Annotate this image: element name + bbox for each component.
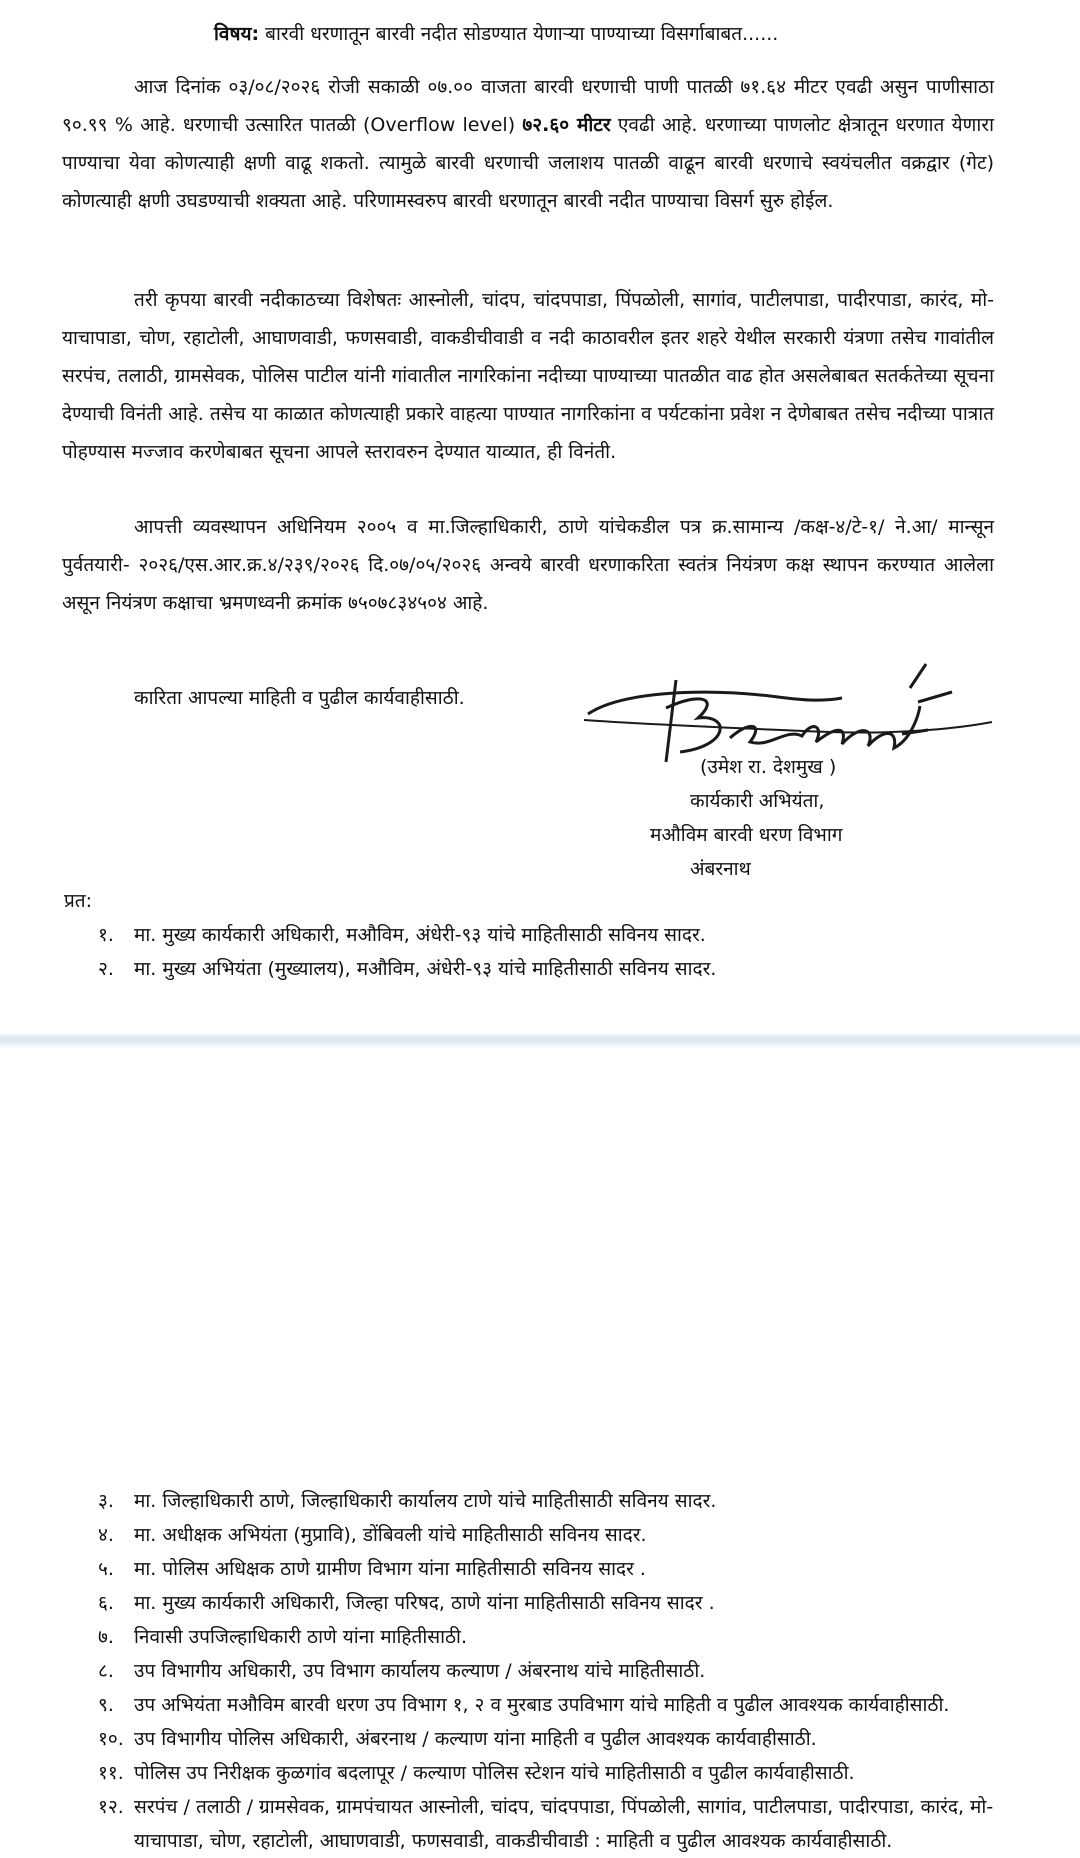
list-item bbox=[98, 1790, 998, 1858]
list-item bbox=[98, 1552, 998, 1586]
list-item-number: ३. bbox=[98, 1490, 114, 1512]
list-item bbox=[98, 1722, 998, 1756]
list-item bbox=[98, 1620, 998, 1654]
list-item-text: मा. मुख्य कार्यकारी अधिकारी, मऔविम, अंधेरी-९३ यांचे माहितीसाठी सविनय सादर. bbox=[134, 924, 706, 946]
list-item-text: उप विभागीय पोलिस अधिकारी, अंबरनाथ / कल्याण यांना माहिती व पुढील आवश्यक कार्यवाहीसाठी. bbox=[134, 1728, 817, 1750]
signer-name: (उमेश रा. देशमुख ) bbox=[700, 756, 837, 778]
list-item-number: ११. bbox=[98, 1762, 124, 1784]
list-item bbox=[98, 1586, 998, 1620]
signer-office: मऔविम बारवी धरण विभाग bbox=[650, 824, 843, 846]
list-item-text: सरपंच / तलाठी / ग्रामसेवक, ग्रामपंचायत आस्नोली, चांदप, चांदपपाडा, पिंपळोली, सागांव, पाटीलपाडा, पादीरपाडा, कारंद, मो-याचापाडा, चोण, रहाटोली, आघाणवाडी, फणसवाडी, वाकडीचीवाडी : माहिती व पुढील आवश्यक कार्यवाहीसाठी. bbox=[134, 1796, 994, 1852]
list-item-number: ६. bbox=[98, 1592, 114, 1614]
subject-text: बारवी धरणातून बारवी नदीत सोडण्यात येणाऱ्या पाण्याच्या विसर्गाबाबत...... bbox=[265, 23, 779, 45]
subject-line bbox=[214, 20, 778, 46]
list-item-text: उप विभागीय अधिकारी, उप विभाग कार्यालय कल्याण / अंबरनाथ यांचे माहितीसाठी. bbox=[134, 1660, 706, 1682]
list-item-text: निवासी उपजिल्हाधिकारी ठाणे यांना माहितीसाठी. bbox=[134, 1626, 468, 1648]
signer-designation: कार्यकारी अभियंता, bbox=[690, 790, 825, 812]
copy-to-label: प्रत: bbox=[64, 890, 93, 912]
signer-block bbox=[650, 750, 842, 886]
request-text: तरी कृपया बारवी नदीकाठच्या विशेषतः आस्नोली, चांदप, चांदपपाडा, पिंपळोली, सागांव, पाटीलपाडा, पादीरपाडा, कारंद, मो-याचापाडा, चोण, रहाटोली, आघाणवाडी, फणसवाडी, वाकडीचीवाडी व नदी काठावरील इतर शहरे येथील सरकारी यंत्रणा तसेच गावांतील सरपंच, तलाठी, ग्रामसेवक, पोलिस पाटील यांनी गांवातील नागरिकांना नदीच्या पाण्याच्या पातळीत वाढ होत असलेबाबत सतर्कतेच्या सूचना देण्याची विनंती आहे. तसेच या काळात कोणत्याही प्रकारे वाहत्या पाण्यात नागरिकांना व पर्यटकांना प्रवेश न देणेबाबत तसेच नदीच्या पात्रात पोहण्यास मज्जाव करणेबाबत सूचना आपले स्तरावरुन देण्यात याव्यात, ही विनंती. bbox=[62, 289, 994, 463]
control-room-text: आपत्ती व्यवस्थापन अधिनियम २००५ व मा.जिल्हाधिकारी, ठाणे यांचेकडील पत्र क्र.सामान्य /कक्ष-४/टे-१/ ने.आ/ मान्सून पुर्वतयारी- २०२६/एस.आर.क्र.४/२३९/२०२६ दि.०७/०५/२०२६ अन्वये बारवी धरणाकरिता स्वतंत्र नियंत्रण कक्ष स्थापन करण्यात आलेला असून नियंत्रण कक्षाचा भ्रमणध्वनी क्रमांक ७५०७८३४५०४ आहे. bbox=[62, 516, 994, 614]
list-item bbox=[98, 1518, 998, 1552]
list-item-text: मा. जिल्हाधिकारी ठाणे, जिल्हाधिकारी कार्यालय टाणे यांचे माहितीसाठी सविनय सादर. bbox=[134, 1490, 717, 1512]
list-item bbox=[98, 1654, 998, 1688]
page-break-divider bbox=[0, 1034, 1080, 1048]
list-item bbox=[98, 952, 998, 986]
list-item-number: ५. bbox=[98, 1558, 114, 1580]
list-item-number: १२. bbox=[98, 1796, 124, 1818]
subject-label: विषय: bbox=[214, 23, 260, 45]
list-item-number: ४. bbox=[98, 1524, 114, 1546]
list-item-number: ९. bbox=[98, 1694, 114, 1716]
list-item-text: मा. मुख्य अभियंता (मुख्यालय), मऔविम, अंधेरी-९३ यांचे माहितीसाठी सविनय सादर. bbox=[134, 958, 717, 980]
paragraph-request bbox=[62, 281, 994, 471]
dam-level-text: आज दिनांक ०३/०८/२०२६ रोजी सकाळी ०७.०० वाजता बारवी धरणाची पाणी पातळी ७१.६४ मीटर एवढी असुन पाणीसाठा ९०.९९ % आहे. धरणाची उत्सारित पातळी (Overflow level) bbox=[62, 76, 994, 136]
list-item bbox=[98, 1688, 998, 1722]
paragraph-dam-level bbox=[62, 68, 994, 220]
dam-level-text-cont: एवढी आहे. धरणाच्या पाणलोट क्षेत्रातून धरणात येणारा पाण्याचा येवा कोणत्याही क्षणी वाढू शकतो. त्यामुळे बारवी धरणाची जलाशय पातळी वाढून बारवी धरणाचे स्वयंचलीत वक्रद्वार (गेट) कोणत्याही क्षणी उघडण्याची शक्यता आहे. परिणामस्वरुप बारवी धरणातून बारवी नदीत पाण्याचा विसर्ग सुरु होईल. bbox=[62, 114, 994, 212]
list-item-number: ७. bbox=[98, 1626, 114, 1648]
copy-list-part1 bbox=[98, 918, 998, 986]
overflow-level-value: ७२.६० मीटर bbox=[522, 114, 611, 136]
list-item bbox=[98, 918, 998, 952]
list-item-number: १०. bbox=[98, 1728, 124, 1750]
list-item-text: मा. अधीक्षक अभियंता (मुप्रावि), डोंबिवली यांचे माहितीसाठी सविनय सादर. bbox=[134, 1524, 647, 1546]
signer-place: अंबरनाथ bbox=[690, 858, 751, 880]
list-item-text: उप अभियंता मऔविम बारवी धरण उप विभाग १, २ व मुरबाड उपविभाग यांचे माहिती व पुढील आवश्यक कार्यवाहीसाठी. bbox=[134, 1694, 950, 1716]
list-item-text: मा. मुख्य कार्यकारी अधिकारी, जिल्हा परिषद, ठाणे यांना माहितीसाठी सविनय सादर . bbox=[134, 1592, 715, 1614]
paragraph-control-room bbox=[62, 508, 994, 622]
list-item bbox=[98, 1756, 998, 1790]
list-item-number: ८. bbox=[98, 1660, 114, 1682]
closing-line: कारिता आपल्या माहिती व पुढील कार्यवाहीसाठी. bbox=[134, 687, 465, 709]
copy-list-part2 bbox=[98, 1484, 998, 1858]
list-item bbox=[98, 1484, 998, 1518]
list-item-number: २. bbox=[98, 958, 114, 980]
list-item-text: पोलिस उप निरीक्षक कुळगांव बदलापूर / कल्याण पोलिस स्टेशन यांचे माहितीसाठी व पुढील कार्यवाहीसाठी. bbox=[134, 1762, 855, 1784]
list-item-text: मा. पोलिस अधिक्षक ठाणे ग्रामीण विभाग यांना माहितीसाठी सविनय सादर . bbox=[134, 1558, 646, 1580]
list-item-number: १. bbox=[98, 924, 114, 946]
